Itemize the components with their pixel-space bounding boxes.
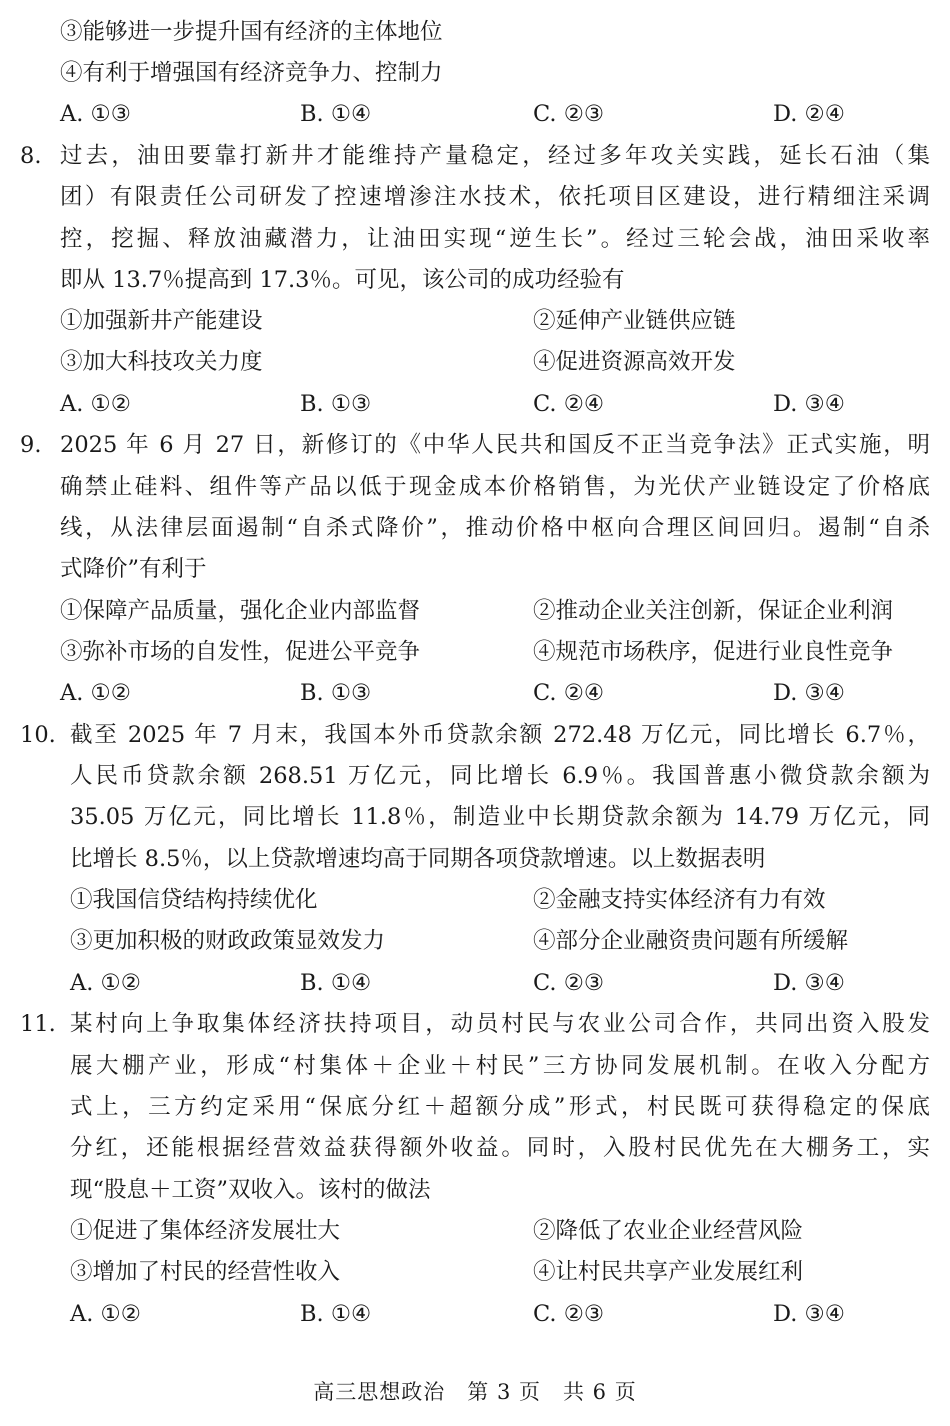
question-stem-line: 式降价”有利于	[60, 556, 207, 582]
question-stem-line: 35.05 万亿元，同比增长 11.8％，制造业中长期贷款余额为 14.79 万亿元，同	[70, 804, 930, 830]
choice-b: B. ①③	[300, 680, 372, 706]
statement-2: ②延伸产业链供应链	[533, 308, 736, 334]
choice-d: D. ③④	[773, 680, 845, 706]
choice-c: C. ②④	[533, 391, 605, 417]
question-stem-line: 2025 年 6 月 27 日，新修订的《中华人民共和国反不正当竞争法》正式实施，明	[60, 432, 930, 458]
question-stem-line: 式上，三方约定采用“保底分红＋超额分成”形式，村民既可获得稳定的保底	[70, 1094, 930, 1120]
statement-3: ③能够进一步提升国有经济的主体地位	[60, 19, 443, 45]
statement-4: ④促进资源高效开发	[533, 349, 736, 375]
choice-a: A. ①②	[60, 391, 131, 417]
question-number: 10.	[20, 722, 56, 748]
question-stem-line: 比增长 8.5％，以上贷款增速均高于同期各项贷款增速。以上数据表明	[70, 846, 766, 872]
choice-b: B. ①④	[300, 101, 372, 127]
choice-d: D. ③④	[773, 1301, 845, 1327]
choice-c: C. ②④	[533, 680, 605, 706]
statement-3: ③增加了村民的经营性收入	[70, 1259, 341, 1285]
question-stem-line: 即从 13.7％提高到 17.3％。可见，该公司的成功经验有	[60, 267, 625, 293]
choice-d: D. ②④	[773, 101, 845, 127]
statement-4: ④规范市场秩序，促进行业良性竞争	[533, 639, 894, 665]
statement-1: ①我国信贷结构持续优化	[70, 887, 318, 913]
question-stem-line: 控，挖掘、释放油藏潜力，让油田实现“逆生长”。经过三轮会战，油田采收率	[60, 226, 930, 252]
question-stem-line: 确禁止硅料、组件等产品以低于现金成本价格销售，为光伏产业链设定了价格底	[60, 474, 930, 500]
question-stem-line: 团）有限责任公司研发了控速增渗注水技术，依托项目区建设，进行精细注采调	[60, 184, 930, 210]
choice-b: B. ①③	[300, 391, 372, 417]
question-stem-line: 人民币贷款余额 268.51 万亿元，同比增长 6.9％。我国普惠小微贷款余额为	[70, 763, 930, 789]
question-stem-line: 线，从法律层面遏制“自杀式降价”，推动价格中枢向合理区间回归。遏制“自杀	[60, 515, 930, 541]
statement-4: ④部分企业融资贵问题有所缓解	[533, 928, 849, 954]
choice-a: A. ①②	[70, 1301, 141, 1327]
statement-2: ②降低了农业企业经营风险	[533, 1218, 804, 1244]
statement-1: ①促进了集体经济发展壮大	[70, 1218, 341, 1244]
statement-1: ①加强新井产能建设	[60, 308, 263, 334]
choice-c: C. ②③	[533, 970, 605, 996]
question-stem-line: 过去，油田要靠打新井才能维持产量稳定，经过多年攻关实践，延长石油（集	[60, 143, 930, 169]
statement-4: ④有利于增强国有经济竞争力、控制力	[60, 60, 443, 86]
question-stem-line: 截至 2025 年 7 月末，我国本外币贷款余额 272.48 万亿元，同比增长 6.7％，	[70, 722, 930, 748]
choice-b: B. ①④	[300, 970, 372, 996]
question-stem-line: 展大棚产业，形成“村集体＋企业＋村民”三方协同发展机制。在收入分配方	[70, 1053, 930, 1079]
choice-a: A. ①②	[60, 680, 131, 706]
statement-3: ③弥补市场的自发性，促进公平竞争	[60, 639, 421, 665]
question-stem-line: 分红，还能根据经营效益获得额外收益。同时，入股村民优先在大棚务工，实	[70, 1135, 930, 1161]
statement-1: ①保障产品质量，强化企业内部监督	[60, 598, 421, 624]
statement-3: ③加大科技攻关力度	[60, 349, 263, 375]
choice-a: A. ①②	[70, 970, 141, 996]
page-footer: 高三思想政治 第 3 页 共 6 页	[313, 1380, 637, 1404]
statement-2: ②金融支持实体经济有力有效	[533, 887, 826, 913]
statement-4: ④让村民共享产业发展红利	[533, 1259, 804, 1285]
question-number: 8.	[20, 143, 42, 169]
choice-d: D. ③④	[773, 970, 845, 996]
statement-3: ③更加积极的财政政策显效发力	[70, 928, 386, 954]
choice-c: C. ②③	[533, 1301, 605, 1327]
question-number: 11.	[20, 1011, 56, 1037]
question-number: 9.	[20, 432, 42, 458]
choice-c: C. ②③	[533, 101, 605, 127]
choice-d: D. ③④	[773, 391, 845, 417]
question-stem-line: 某村向上争取集体经济扶持项目，动员村民与农业公司合作，共同出资入股发	[70, 1011, 930, 1037]
choice-a: A. ①③	[60, 101, 131, 127]
choice-b: B. ①④	[300, 1301, 372, 1327]
question-stem-line: 现“股息＋工资”双收入。该村的做法	[70, 1177, 431, 1203]
statement-2: ②推动企业关注创新，保证企业利润	[533, 598, 894, 624]
